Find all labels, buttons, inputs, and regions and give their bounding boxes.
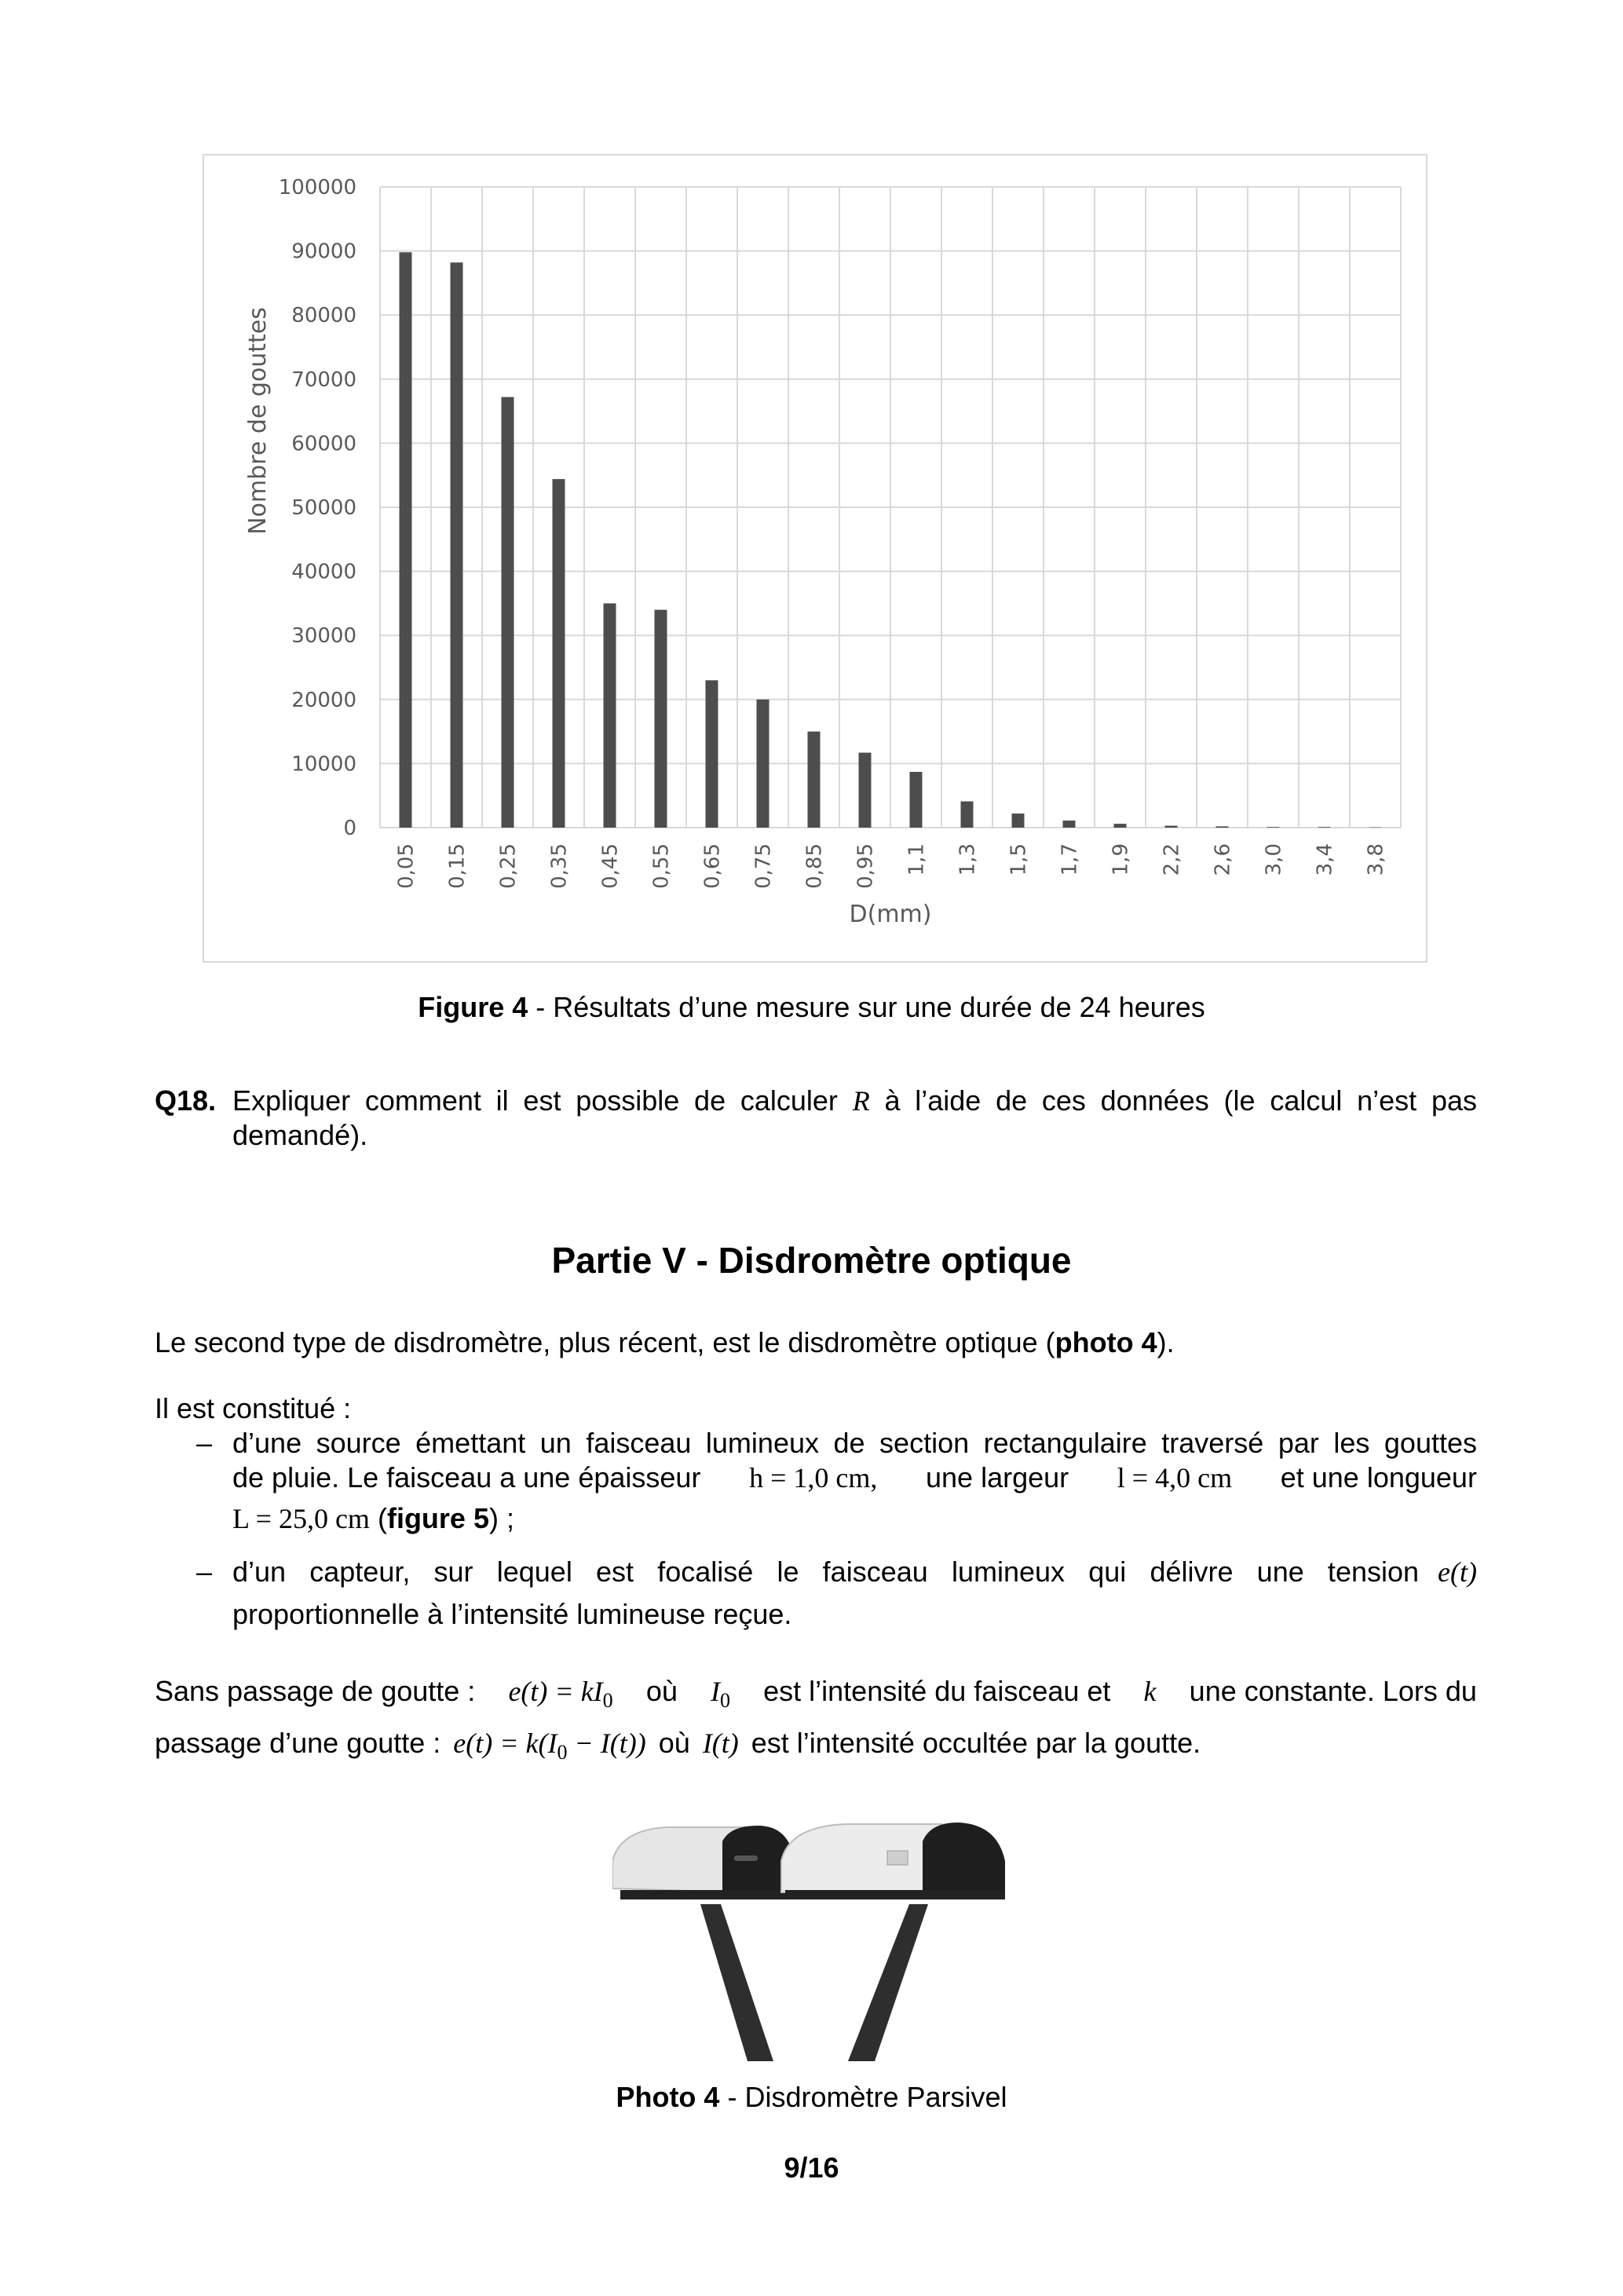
section-title: Partie V - Disdromètre optique [551, 1240, 1072, 1281]
parsivel-photo [612, 1818, 1036, 2061]
left-base [620, 1890, 795, 1899]
k-symbol: k [1143, 1676, 1157, 1707]
x-tick-label: 1,9 [1109, 843, 1133, 876]
bullet-1-line3 [232, 1501, 514, 1536]
equation-2-b: − I(t)) [567, 1727, 646, 1759]
para-text-e: passage d’une goutte : [155, 1727, 441, 1759]
y-tick-label: 60000 [291, 432, 356, 456]
photo-4-text: - Disdromètre Parsivel [719, 2081, 1007, 2113]
bar [1063, 821, 1076, 828]
y-tick-label: 40000 [291, 560, 356, 584]
equation-line-2 [155, 1726, 1201, 1770]
i0-symbol [711, 1674, 730, 1718]
para-text-g: est l’intensité occultée par la goutte. [751, 1727, 1201, 1759]
x-tick-label: 2,2 [1160, 843, 1184, 876]
right-leg [848, 1904, 928, 2061]
bar [604, 603, 616, 828]
x-tick-label: 0,45 [598, 843, 623, 889]
bar [655, 610, 667, 828]
y-tick-label: 80000 [291, 304, 356, 328]
intro-text-b: ). [1157, 1326, 1175, 1358]
bar [706, 680, 718, 828]
bar [502, 397, 514, 828]
x-tick-label: 0,35 [547, 843, 572, 889]
chart-svg [204, 155, 1426, 961]
bullet-1-text-b: une largeur [926, 1461, 1069, 1493]
question-label: Q18. [155, 1084, 217, 1117]
bar [757, 700, 769, 828]
y-tick-label: 0 [343, 817, 356, 840]
equation-2-a: e(t) = k(I [453, 1727, 557, 1759]
x-tick-label: 0,15 [445, 843, 470, 889]
x-tick-label: 3,0 [1262, 843, 1286, 876]
bullet-2-line2: proportionnelle à l’intensité lumineuse reçue. [232, 1598, 792, 1630]
y-tick-label: 90000 [291, 239, 356, 264]
figure-5-ref: figure 5 [386, 1502, 489, 1534]
x-tick-label: 0,95 [854, 843, 878, 889]
q18-text-a: Expliquer comment il est possible de calculer [232, 1084, 853, 1117]
bar [1216, 826, 1229, 828]
bar [859, 753, 872, 828]
q18-text-b: à l’aide de ces données (le calcul n’est pas [869, 1084, 1477, 1117]
x-tick-label: 3,4 [1313, 843, 1337, 876]
constitue-text: Il est constitué : [155, 1392, 352, 1424]
voltage-symbol: e(t) [1438, 1556, 1477, 1588]
length-value: L = 25,0 cm [232, 1503, 370, 1534]
thickness-value: h = 1,0 cm, [749, 1462, 878, 1493]
width-value: l = 4,0 cm [1117, 1462, 1233, 1493]
bar [400, 252, 412, 828]
intro-paragraph [155, 1325, 1175, 1360]
para-text-f: où [658, 1727, 690, 1759]
y-tick-label: 50000 [291, 496, 356, 520]
right-head-black [923, 1823, 1005, 1892]
right-logo [887, 1851, 908, 1865]
x-tick-label: 3,8 [1364, 843, 1388, 876]
left-slot [734, 1855, 758, 1861]
equation-2-subscript: 0 [557, 1741, 568, 1764]
equation-1-main: e(t) = kI [508, 1676, 603, 1707]
x-tick-label: 2,6 [1211, 843, 1235, 876]
bar [808, 732, 821, 828]
it-symbol: I(t) [702, 1727, 739, 1759]
q18-variable: R [852, 1085, 870, 1117]
x-tick-label: 0,65 [700, 843, 725, 889]
para-text-a: Sans passage de goutte : [155, 1675, 476, 1707]
bullet-1-text-c: et une longueur [1280, 1461, 1477, 1493]
x-tick-label: 0,85 [802, 843, 827, 889]
question-18-text [232, 1084, 1477, 1118]
bar [1318, 827, 1331, 828]
intro-text-a: Le second type de disdromètre, plus récent, est le disdromètre optique ( [155, 1326, 1055, 1358]
bar [1012, 813, 1025, 828]
bullet-1-line1: d’une source émettant un faisceau lumineux de section rectangulaire traversé par les gouttes [232, 1427, 1477, 1459]
bullet-1-line2 [232, 1461, 1477, 1495]
x-tick-label: 0,25 [496, 843, 521, 889]
equation-line-1 [155, 1674, 1477, 1718]
bullet-1-dash: – [196, 1427, 213, 1459]
x-tick-label: 0,55 [649, 843, 674, 889]
i0-subscript: 0 [720, 1689, 730, 1713]
y-tick-label: 70000 [291, 367, 356, 392]
right-head-white [781, 1824, 942, 1892]
bar [1267, 827, 1280, 828]
bullet-2-line1 [232, 1555, 1477, 1589]
y-axis-title: Nombre de gouttes [244, 307, 272, 535]
x-tick-label: 1,3 [956, 843, 980, 876]
bar [1165, 826, 1178, 828]
y-tick-label: 10000 [291, 752, 356, 777]
bullet-2-text: d’un capteur, sur lequel est focalisé le faisceau lumineux qui délivre une tension [232, 1556, 1420, 1588]
intro-bold: photo 4 [1055, 1326, 1157, 1358]
bullet-1-text-a: de pluie. Le faisceau a une épaisseur [232, 1461, 701, 1493]
y-tick-label: 30000 [291, 624, 356, 649]
equation-1-subscript: 0 [602, 1689, 613, 1713]
bullet-1-paren-close: ) ; [488, 1502, 514, 1534]
left-leg [700, 1904, 773, 2061]
x-tick-label: 0,05 [394, 843, 419, 889]
x-tick-label: 1,5 [1007, 843, 1031, 876]
bar [451, 262, 463, 828]
x-tick-label: 1,1 [905, 843, 929, 876]
x-axis-title: D(mm) [849, 901, 932, 928]
para-text-d: une constante. Lors du [1189, 1675, 1477, 1707]
page-number: 9/16 [784, 2152, 839, 2184]
bullet-2-dash: – [196, 1556, 213, 1588]
y-tick-label: 20000 [291, 688, 356, 712]
x-tick-label: 1,7 [1058, 843, 1082, 876]
photo-4-label: Photo 4 [616, 2081, 720, 2113]
bar [553, 479, 565, 828]
para-text-c: est l’intensité du faisceau et [763, 1675, 1111, 1707]
bar [910, 772, 923, 828]
x-tick-label: 0,75 [751, 843, 776, 889]
i0-letter: I [711, 1676, 720, 1707]
right-base [785, 1890, 1005, 1899]
equation-1 [508, 1674, 612, 1718]
bar [961, 802, 974, 828]
bullet-1-paren-open: ( [377, 1502, 387, 1534]
para-text-b: où [645, 1675, 678, 1707]
figure-4-text: - Résultats d’une mesure sur une durée de 24 heures [528, 991, 1205, 1023]
question-18-line2: demandé). [232, 1119, 368, 1151]
y-tick-label: 100000 [278, 176, 356, 199]
bar [1114, 824, 1127, 828]
figure-4-label: Figure 4 [418, 991, 528, 1023]
photo-4-caption [0, 2081, 1623, 2114]
equation-2 [453, 1726, 645, 1770]
figure-4-chart [203, 154, 1427, 963]
figure-4-caption [0, 991, 1623, 1024]
